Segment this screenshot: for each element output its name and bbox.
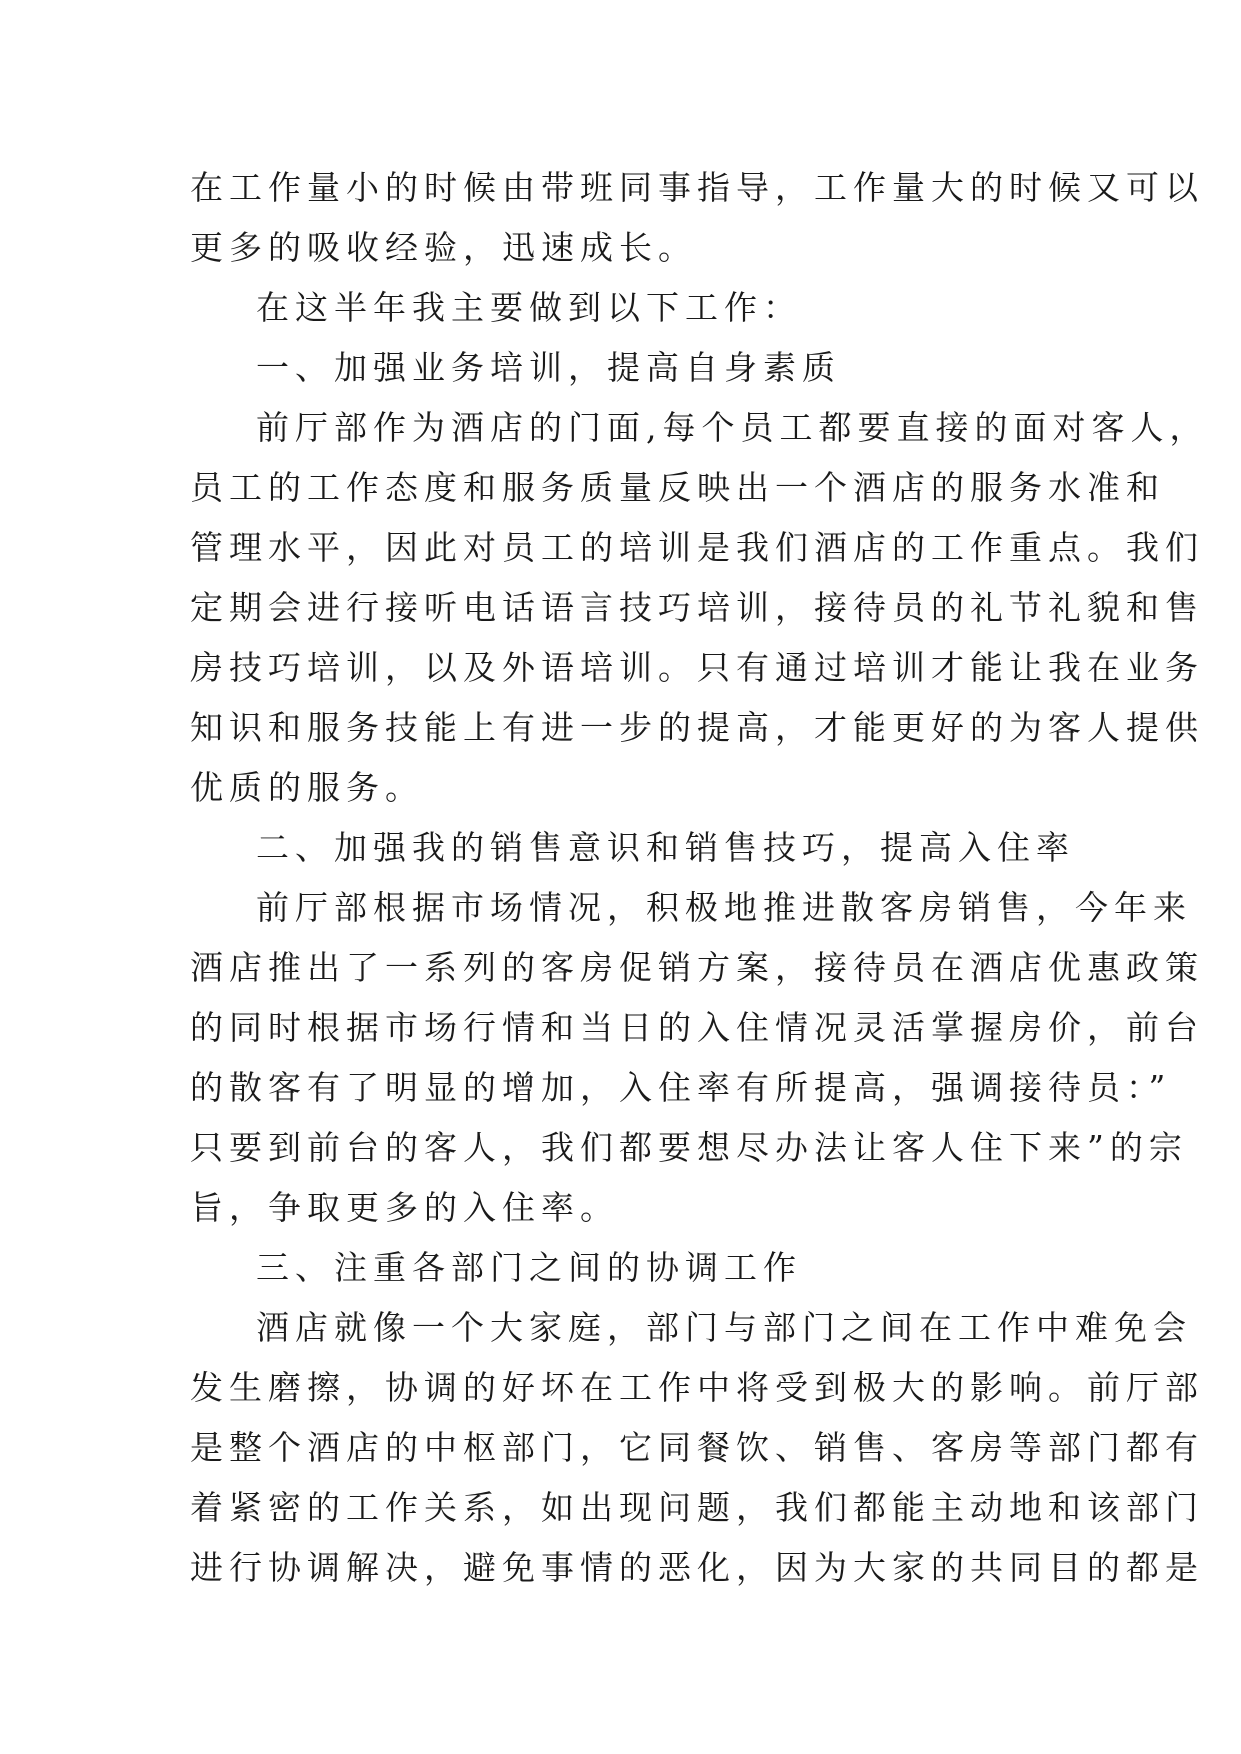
text-line: 更多的吸收经验，迅速成长。	[190, 228, 697, 267]
text-line: 旨，争取更多的入住率。	[190, 1188, 619, 1227]
text-line: 在这半年我主要做到以下工作：	[256, 288, 802, 327]
text-line: 前厅部根据市场情况，积极地推进散客房销售，今年来	[256, 888, 1192, 927]
section-heading: 二、加强我的销售意识和销售技巧，提高入住率	[256, 828, 1075, 867]
text-line: 员工的工作态度和服务质量反映出一个酒店的服务水准和	[190, 468, 1165, 507]
text-line: 只要到前台的客人，我们都要想尽办法让客人住下来”的宗	[190, 1128, 1188, 1167]
text-line: 酒店就像一个大家庭，部门与部门之间在工作中难免会	[256, 1308, 1192, 1347]
text-line: 是整个酒店的中枢部门，它同餐饮、销售、客房等部门都有	[190, 1428, 1204, 1467]
text-line: 发生磨擦，协调的好坏在工作中将受到极大的影响。前厅部	[190, 1368, 1204, 1407]
text-line: 房技巧培训，以及外语培训。只有通过培训才能让我在业务	[190, 648, 1204, 687]
text-line: 酒店推出了一系列的客房促销方案，接待员在酒店优惠政策	[190, 948, 1204, 987]
text-line: 着紧密的工作关系，如出现问题，我们都能主动地和该部门	[190, 1488, 1204, 1527]
text-line: 定期会进行接听电话语言技巧培训，接待员的礼节礼貌和售	[190, 588, 1204, 627]
text-line: 在工作量小的时候由带班同事指导，工作量大的时候又可以	[190, 168, 1204, 207]
text-line: 的同时根据市场行情和当日的入住情况灵活掌握房价，前台	[190, 1008, 1204, 1047]
text-line: 知识和服务技能上有进一步的提高，才能更好的为客人提供	[190, 708, 1204, 747]
section-heading: 三、注重各部门之间的协调工作	[256, 1248, 802, 1287]
body-text	[190, 158, 1209, 1598]
text-line: 前厅部作为酒店的门面,每个员工都要直接的面对客人，	[256, 408, 1209, 447]
section-heading: 一、加强业务培训，提高自身素质	[256, 348, 841, 387]
text-line: 优质的服务。	[190, 768, 424, 807]
text-line: 的散客有了明显的增加，入住率有所提高，强调接待员：”	[190, 1068, 1172, 1107]
text-line: 管理水平，因此对员工的培训是我们酒店的工作重点。我们	[190, 528, 1204, 567]
text-line: 进行协调解决，避免事情的恶化，因为大家的共同目的都是	[190, 1548, 1204, 1587]
